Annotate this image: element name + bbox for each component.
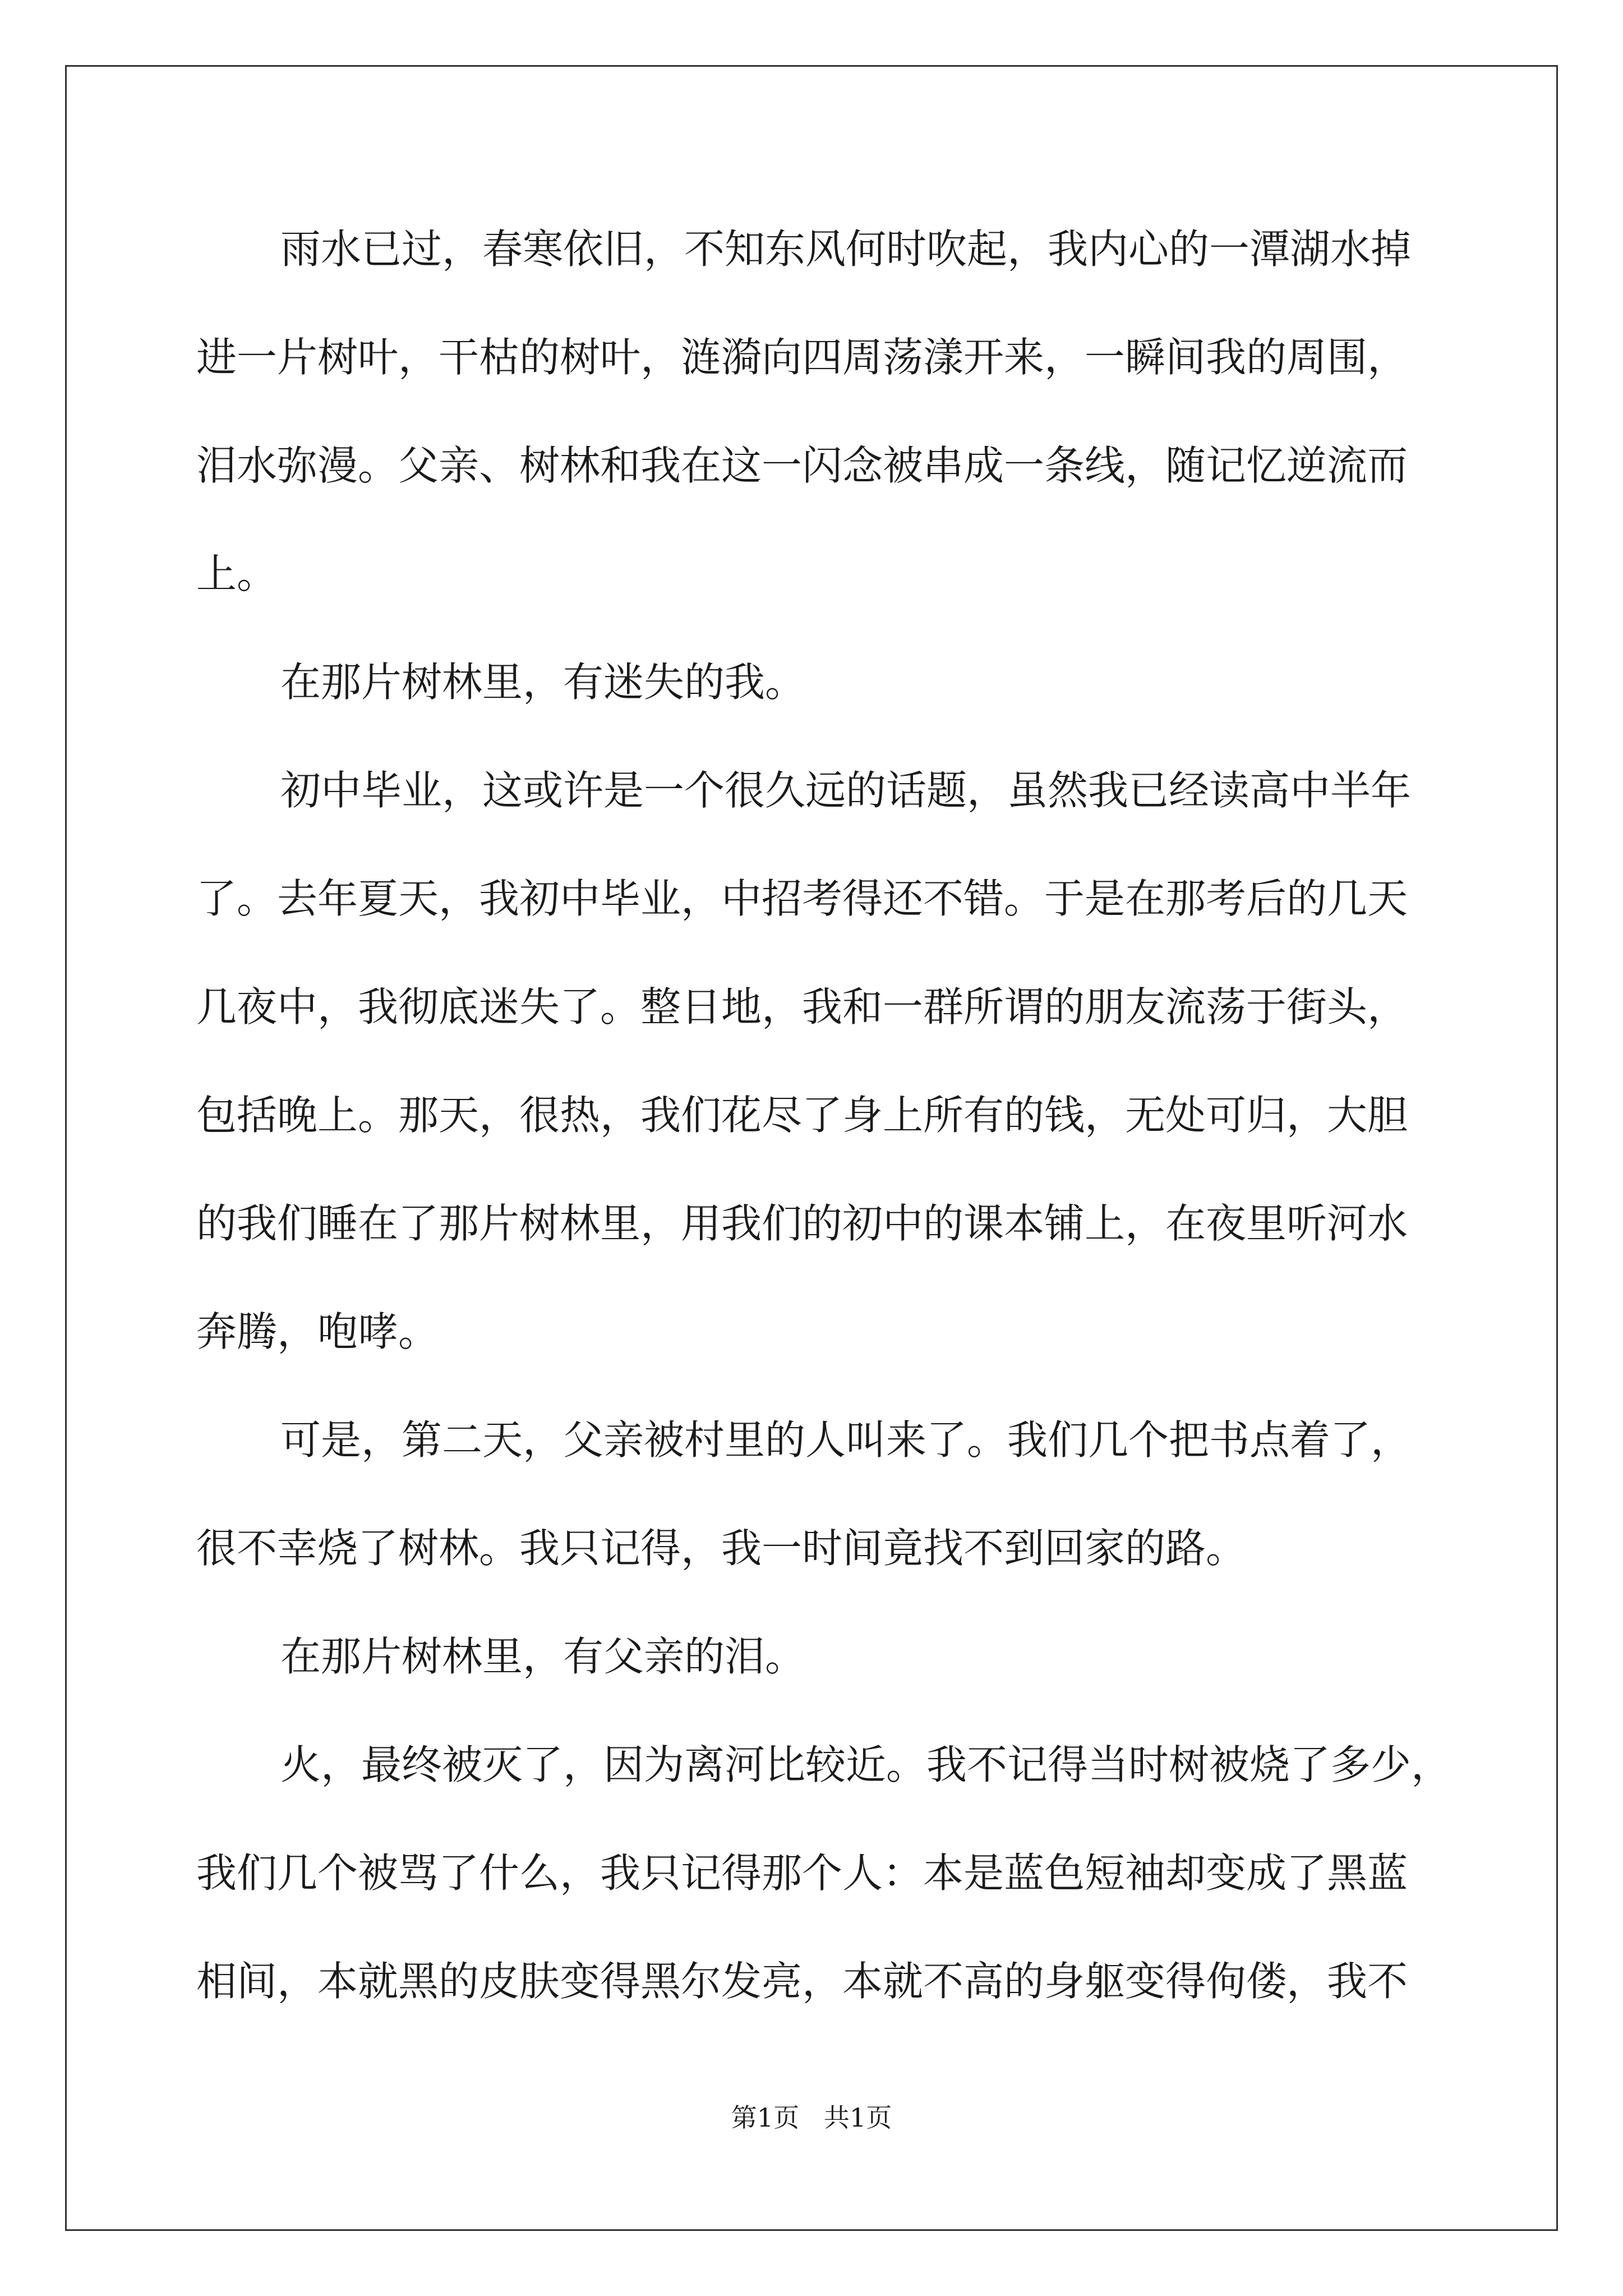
text-line: 在那片树林里，有父亲的泪。 — [280, 1633, 806, 1680]
text-line: 初中毕业，这或许是一个很久远的话题，虽然我已经读高中半年 — [280, 767, 1412, 814]
text-line: 上。 — [196, 550, 278, 597]
text-line: 泪水弥漫。父亲、树林和我在这一闪念被串成一条线，随记忆逆流而 — [196, 442, 1408, 489]
text-line: 火，最终被灭了，因为离河比较近。我不记得当时树被烧了多少， — [280, 1741, 1452, 1788]
page-border — [65, 65, 1558, 2231]
text-line: 进一片树叶，干枯的树叶，涟漪向四周荡漾开来，一瞬间我的周围， — [196, 334, 1408, 381]
text-line: 我们几个被骂了什么，我只记得那个人：本是蓝色短袖却变成了黑蓝 — [196, 1849, 1408, 1897]
text-line: 在那片树林里，有迷失的我。 — [280, 659, 806, 706]
text-line: 相间，本就黑的皮肤变得黑尔发亮，本就不高的身躯变得佝偻，我不 — [196, 1958, 1408, 2005]
text-line: 雨水已过，春寒依旧，不知东风何时吹起，我内心的一潭湖水掉 — [280, 226, 1412, 273]
text-line: 奔腾，咆哮。 — [196, 1308, 439, 1355]
page-number-footer: 第1页 共1页 — [731, 2102, 892, 2133]
text-line: 包括晚上。那天，很热，我们花尽了身上所有的钱，无处可归，大胆 — [196, 1092, 1408, 1139]
text-line: 可是，第二天，父亲被村里的人叫来了。我们几个把书点着了， — [280, 1416, 1412, 1464]
text-line: 了。去年夏天，我初中毕业，中招考得还不错。于是在那考后的几天 — [196, 875, 1408, 922]
text-line: 几夜中，我彻底迷失了。整日地，我和一群所谓的朋友流荡于街头， — [196, 983, 1408, 1030]
text-line: 很不幸烧了树林。我只记得，我一时间竟找不到回家的路。 — [196, 1525, 1247, 1572]
text-line: 的我们睡在了那片树林里，用我们的初中的课本铺上，在夜里听河水 — [196, 1200, 1408, 1247]
